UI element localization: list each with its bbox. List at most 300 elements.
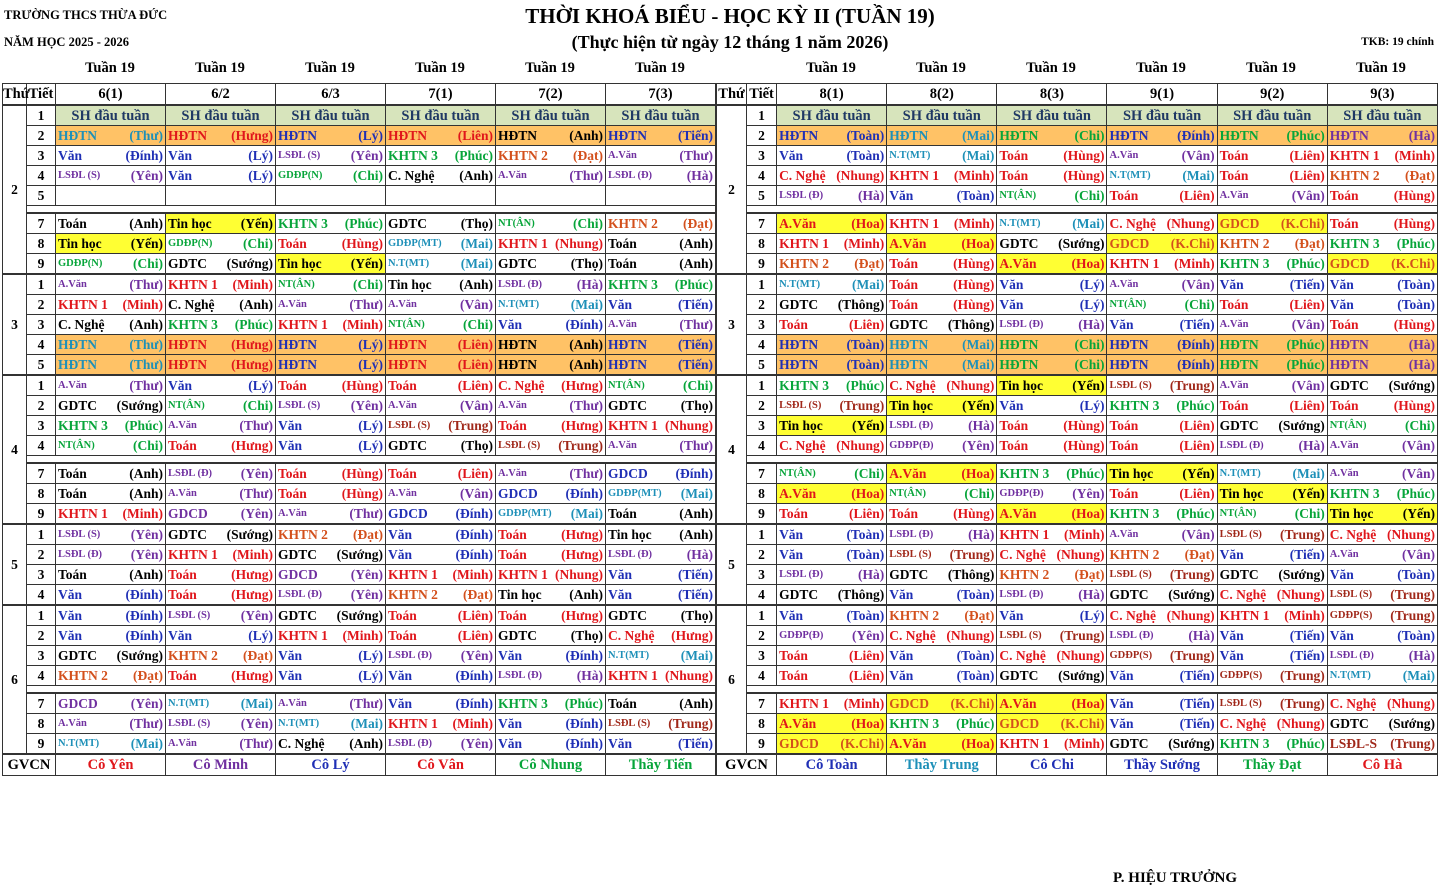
subject: HĐTN xyxy=(498,127,538,143)
period-number: 3 xyxy=(747,416,777,436)
subject: HĐTN xyxy=(168,127,208,143)
class-header: 8(1) xyxy=(777,84,887,106)
week-label: Tuần 19 xyxy=(415,60,465,76)
lesson-cell xyxy=(276,626,386,646)
teacher: (Lý) xyxy=(1079,397,1105,413)
teacher: (Anh) xyxy=(349,735,383,751)
teacher: (Mai) xyxy=(962,147,995,163)
subject: KHTN 1 xyxy=(608,417,658,433)
subject: Văn xyxy=(779,526,804,542)
lesson-cell xyxy=(777,416,887,436)
subject: KHTN 2 xyxy=(58,667,108,683)
teacher: (Đính) xyxy=(455,546,493,562)
teacher: (Tiến) xyxy=(677,586,713,602)
subject: HĐTN xyxy=(58,336,98,352)
period-number: 7 xyxy=(27,463,56,484)
subject: KHTN 1 xyxy=(779,695,829,711)
teacher: (Hưng) xyxy=(561,526,603,542)
week-label: Tuần 19 xyxy=(85,60,135,76)
lesson-cell xyxy=(777,274,887,295)
teacher: (Liên) xyxy=(848,316,885,332)
subject: Toán xyxy=(388,377,417,393)
homeroom-teacher: Thầy Đạt xyxy=(1217,754,1327,776)
teacher: (Thư) xyxy=(349,505,383,521)
lesson-cell xyxy=(1217,524,1327,545)
lesson-cell xyxy=(777,565,887,585)
lesson-cell xyxy=(276,126,386,146)
teacher: (Nhung) xyxy=(664,667,713,683)
period-number: 1 xyxy=(747,524,777,545)
lesson-cell xyxy=(166,213,276,234)
subject: A.Văn xyxy=(889,465,927,481)
teacher: (Hưng) xyxy=(231,336,273,352)
homeroom-teacher: Cô Yên xyxy=(56,754,166,776)
lesson-cell xyxy=(777,626,887,646)
lesson-cell xyxy=(777,436,887,456)
teacher: (Yên) xyxy=(240,715,273,731)
teacher: (Chi) xyxy=(133,437,163,453)
subject: NT(ÂN) xyxy=(1329,419,1367,431)
period-number: 1 xyxy=(747,375,777,396)
teacher: (Hoa) xyxy=(851,215,885,231)
lesson-cell xyxy=(276,416,386,436)
teacher: (Mai) xyxy=(962,356,995,372)
lesson-cell xyxy=(1217,693,1327,714)
teacher: (Hà) xyxy=(1298,437,1325,453)
period-number: 4 xyxy=(27,436,56,456)
teacher: (Chi) xyxy=(353,276,383,292)
teacher: (Nhung) xyxy=(836,437,885,453)
period-number: 1 xyxy=(27,605,56,626)
teacher: (Hà) xyxy=(686,546,713,562)
teacher: (Hà) xyxy=(857,566,885,582)
lesson-cell xyxy=(166,693,276,714)
subject: Văn xyxy=(1329,627,1354,643)
week-label: Tuần 19 xyxy=(1136,60,1186,76)
subject: Toán xyxy=(779,505,808,521)
subject: KHTN 1 xyxy=(168,276,218,292)
class-header: 6/3 xyxy=(276,84,386,106)
teacher: (Vân) xyxy=(1402,437,1435,453)
subject: KHTN 1 xyxy=(58,505,108,521)
lesson-cell xyxy=(777,396,887,416)
teacher: (Tiến) xyxy=(677,127,713,143)
teacher: (Đạt) xyxy=(1184,546,1215,562)
lesson-cell xyxy=(56,166,166,186)
teacher: (Mai) xyxy=(962,127,995,143)
lesson-cell xyxy=(777,504,887,525)
lesson-cell xyxy=(386,186,496,206)
period-number: 2 xyxy=(747,126,777,146)
subject: GDTC xyxy=(608,607,648,623)
subject: Tin học xyxy=(1219,485,1264,501)
lesson-cell xyxy=(1107,714,1217,734)
lesson-cell xyxy=(496,166,606,186)
lesson-cell xyxy=(606,274,716,295)
subject: C. Nghệ xyxy=(1109,215,1156,231)
subject: GDĐP(MT) xyxy=(498,507,552,519)
lesson-cell xyxy=(887,484,997,504)
teacher: (Phúc) xyxy=(1286,735,1325,751)
teacher: (Trung) xyxy=(1390,735,1435,751)
homeroom-teacher: Cô Minh xyxy=(166,754,276,776)
teacher: (Minh) xyxy=(1284,607,1325,623)
timetable-left xyxy=(2,83,716,776)
subject: Văn xyxy=(999,276,1024,292)
subject: Toán xyxy=(779,667,808,683)
lesson-cell xyxy=(997,693,1107,714)
lesson-cell xyxy=(1217,504,1327,525)
period-number: 4 xyxy=(747,166,777,186)
lesson-cell xyxy=(386,355,496,376)
subject: A.Văn xyxy=(1109,528,1139,540)
teacher: (Yên) xyxy=(350,586,383,602)
teacher: (Thư) xyxy=(349,296,383,312)
teacher: (Thư) xyxy=(239,417,273,433)
teacher: (Minh) xyxy=(232,276,273,292)
lesson-cell xyxy=(386,335,496,355)
lesson-cell xyxy=(997,545,1107,565)
lesson-cell xyxy=(1107,234,1217,254)
subject: N.T(MT) xyxy=(388,257,430,269)
teacher: (Lý) xyxy=(358,667,383,683)
teacher: (Toàn) xyxy=(1397,296,1435,312)
subject: Toán xyxy=(498,526,527,542)
subject: A.Văn xyxy=(1329,467,1359,479)
subject: Văn xyxy=(498,735,523,751)
teacher: (Hưng) xyxy=(231,667,273,683)
teacher: (Toàn) xyxy=(956,187,995,203)
lesson-cell xyxy=(777,585,887,606)
subject: GDĐP(S) xyxy=(1219,669,1263,681)
lesson-cell xyxy=(887,186,997,206)
lesson-cell xyxy=(386,646,496,666)
lesson-cell xyxy=(166,524,276,545)
subject: A.Văn xyxy=(498,467,527,479)
teacher: (Liên) xyxy=(457,377,493,393)
subject: LSĐL (Đ) xyxy=(498,669,543,681)
subject: NT(ÂN) xyxy=(58,439,95,451)
lesson-cell xyxy=(56,693,166,714)
subject: A.Văn xyxy=(388,487,417,499)
period-number: 2 xyxy=(27,396,56,416)
subject: Văn xyxy=(58,586,83,602)
teacher: (Đạt) xyxy=(133,667,163,683)
subject: KHTN 1 xyxy=(498,235,548,251)
teacher: (Hưng) xyxy=(671,627,713,643)
lesson-cell xyxy=(496,666,606,686)
school-name: TRƯỜNG THCS THỪA ĐỨC xyxy=(4,8,168,22)
subject: GDTC xyxy=(1329,715,1369,731)
subject: KHTN 2 xyxy=(1109,546,1160,562)
teacher: (Anh) xyxy=(129,485,163,501)
subject: HĐTN xyxy=(1329,336,1369,352)
teacher: (Mai) xyxy=(680,485,713,501)
teacher: (Đính) xyxy=(565,485,603,501)
subject: Toán xyxy=(1219,296,1249,312)
teacher: (Đính) xyxy=(565,735,603,751)
subject: Toán xyxy=(498,607,527,623)
subject: GDĐP(MT) xyxy=(388,237,442,249)
teacher: (Hà) xyxy=(968,526,995,542)
lesson-cell xyxy=(276,213,386,234)
subject: GDTC xyxy=(779,296,819,312)
col-header-tiet: Tiết xyxy=(27,84,56,106)
teacher: (Yên) xyxy=(130,546,163,562)
lesson-cell xyxy=(997,274,1107,295)
subject: LSĐL (Đ) xyxy=(889,419,934,431)
subject: Toán xyxy=(278,465,307,481)
lesson-cell xyxy=(166,396,276,416)
lesson-cell xyxy=(386,375,496,396)
period-number: 2 xyxy=(747,295,777,315)
lesson-cell xyxy=(56,274,166,295)
subject: A.Văn xyxy=(608,439,637,451)
lesson-cell xyxy=(777,213,887,234)
subject: NT(ÂN) xyxy=(608,379,645,391)
period-number: 3 xyxy=(747,565,777,585)
week-label: Tuần 19 xyxy=(525,60,575,76)
period-number: 8 xyxy=(747,714,777,734)
teacher: (Thư) xyxy=(129,356,163,372)
lesson-cell xyxy=(1107,734,1217,755)
teacher: (Hùng) xyxy=(953,505,995,521)
teacher: (Tiến) xyxy=(1289,546,1325,562)
lesson-cell xyxy=(997,436,1107,456)
teacher: (Lý) xyxy=(358,647,383,663)
lesson-cell xyxy=(777,254,887,275)
lesson-cell xyxy=(1107,545,1217,565)
lesson-cell xyxy=(1327,335,1437,355)
lesson-cell xyxy=(386,126,496,146)
teacher: (Yên) xyxy=(460,647,493,663)
teacher: (Hà) xyxy=(1408,127,1435,143)
lesson-cell xyxy=(276,605,386,626)
lesson-cell xyxy=(276,693,386,714)
subject: Tin học xyxy=(1109,465,1154,481)
lesson-cell xyxy=(496,585,606,606)
teacher: (Minh) xyxy=(953,167,995,183)
subject: LSĐL (S) xyxy=(1109,379,1152,391)
teacher: (Nhung) xyxy=(1276,586,1325,602)
teacher: (Trung) xyxy=(1280,667,1325,683)
subject: Văn xyxy=(1109,667,1134,683)
subject: Toán xyxy=(1109,485,1139,501)
teacher: (Anh) xyxy=(129,566,163,582)
teacher: (Hà) xyxy=(1078,316,1105,332)
lesson-cell xyxy=(56,585,166,606)
subject: KHTN 3 xyxy=(1329,485,1380,501)
lesson-cell xyxy=(1217,254,1327,275)
subject: Văn xyxy=(999,296,1024,312)
lesson-cell xyxy=(997,524,1107,545)
teacher: (Tiến) xyxy=(1179,316,1215,332)
lesson-cell xyxy=(1107,416,1217,436)
teacher: (Sướng) xyxy=(1168,735,1215,751)
lesson-cell xyxy=(887,234,997,254)
teacher: (Liên) xyxy=(457,356,493,372)
teacher: (Tiến) xyxy=(1289,276,1325,292)
period-number: 9 xyxy=(27,734,56,755)
week-label: Tuần 19 xyxy=(195,60,245,76)
teacher: (Thông) xyxy=(947,316,995,332)
subject: GDTC xyxy=(168,255,208,271)
lesson-cell xyxy=(496,565,606,585)
sh-cell: SH đầu tuần xyxy=(1327,105,1437,126)
teacher: (Anh) xyxy=(239,296,273,312)
homeroom-teacher: Cô Nhung xyxy=(496,754,606,776)
teacher: (Đính) xyxy=(455,526,493,542)
teacher: (Thư) xyxy=(239,485,273,501)
lesson-cell xyxy=(1107,463,1217,484)
lesson-cell xyxy=(496,355,606,376)
subject: HĐTN xyxy=(999,356,1039,372)
lesson-cell xyxy=(997,714,1107,734)
subject: N.T(MT) xyxy=(1219,467,1261,479)
teacher: (Hưng) xyxy=(561,417,603,433)
teacher: (Nhung) xyxy=(1276,715,1325,731)
subject: GDTC xyxy=(999,235,1039,251)
lesson-cell xyxy=(1327,295,1437,315)
lesson-cell xyxy=(496,416,606,436)
lesson-cell xyxy=(1217,714,1327,734)
subject: KHTN 2 xyxy=(1219,235,1270,251)
subject: C. Nghệ xyxy=(168,296,215,312)
subject: KHTN 3 xyxy=(1219,735,1270,751)
subject: HĐTN xyxy=(498,356,538,372)
teacher: (Yên) xyxy=(1072,485,1105,501)
subject: N.T(MT) xyxy=(168,697,210,709)
lesson-cell xyxy=(997,295,1107,315)
subject: KHTN 3 xyxy=(999,465,1050,481)
lesson-cell xyxy=(386,484,496,504)
subject: Tin học xyxy=(58,235,102,251)
subject: GDCD xyxy=(1219,215,1260,231)
subject: Toán xyxy=(498,546,527,562)
subject: Văn xyxy=(608,735,633,751)
teacher: (Sướng) xyxy=(1278,417,1325,433)
subject: LSĐL (S) xyxy=(608,717,651,729)
teacher: (Minh) xyxy=(953,215,995,231)
subject: KHTN 2 xyxy=(779,255,829,271)
lesson-cell xyxy=(997,646,1107,666)
teacher: (Yên) xyxy=(350,397,383,413)
subject: HĐTN xyxy=(58,356,98,372)
teacher: (Thọ) xyxy=(460,215,493,231)
subject: LSĐL (S) xyxy=(779,399,822,411)
sh-cell: SH đầu tuần xyxy=(1107,105,1217,126)
teacher: (Hùng) xyxy=(341,235,383,251)
subject: N.T(MT) xyxy=(608,649,650,661)
subject: A.Văn xyxy=(779,485,817,501)
teacher: (Yên) xyxy=(460,735,493,751)
lesson-cell xyxy=(496,626,606,646)
subject: GDCD xyxy=(58,695,98,711)
teacher: (Nhung) xyxy=(1166,607,1215,623)
period-number: 1 xyxy=(27,524,56,545)
teacher: (Nhung) xyxy=(946,377,995,393)
teacher: (Anh) xyxy=(679,235,713,251)
teacher: (Đính) xyxy=(125,607,163,623)
teacher: (Tiến) xyxy=(1289,647,1325,663)
teacher: (Phúc) xyxy=(454,147,493,163)
subject: LSĐL (Đ) xyxy=(889,528,934,540)
teacher: (Chi) xyxy=(133,255,163,271)
teacher: (K.Chi) xyxy=(1391,255,1435,271)
subject: A.Văn xyxy=(58,379,87,391)
lesson-cell xyxy=(606,355,716,376)
subject: Toán xyxy=(1329,187,1359,203)
teacher: (Tiến) xyxy=(1179,695,1215,711)
period-number: 7 xyxy=(747,463,777,484)
subject: Toán xyxy=(999,147,1029,163)
subject: LSĐL (Đ) xyxy=(1329,649,1374,661)
teacher: (Toàn) xyxy=(956,667,995,683)
teacher: (Thọ) xyxy=(680,607,713,623)
lesson-cell xyxy=(606,545,716,565)
school-year: NĂM HỌC 2025 - 2026 xyxy=(4,35,129,49)
period-number: 3 xyxy=(27,315,56,335)
period-number: 3 xyxy=(27,146,56,166)
lesson-cell xyxy=(386,254,496,275)
teacher: (Phúc) xyxy=(1286,127,1325,143)
lesson-cell xyxy=(606,693,716,714)
subject: HĐTN xyxy=(999,127,1039,143)
break-divider xyxy=(27,206,716,214)
teacher: (Chi) xyxy=(1184,296,1215,312)
teacher: (Nhung) xyxy=(836,167,885,183)
teacher: (Toàn) xyxy=(1397,627,1435,643)
subject: Tin học xyxy=(498,586,542,602)
subject: LSĐL (S) xyxy=(388,419,431,431)
subject: KHTN 1 xyxy=(1329,147,1380,163)
teacher: (Mai) xyxy=(570,296,603,312)
subject: LSĐL (Đ) xyxy=(388,737,433,749)
teacher: (Minh) xyxy=(122,505,163,521)
subject: N.T(MT) xyxy=(58,737,100,749)
subject: GDĐP(S) xyxy=(1329,609,1373,621)
teacher: (Mai) xyxy=(1402,667,1435,683)
lesson-cell xyxy=(166,714,276,734)
lesson-cell xyxy=(887,646,997,666)
lesson-cell xyxy=(1327,693,1437,714)
period-number: 8 xyxy=(27,234,56,254)
lesson-cell xyxy=(496,396,606,416)
lesson-cell xyxy=(1327,416,1437,436)
subject: GDTC xyxy=(1109,586,1149,602)
lesson-cell xyxy=(1107,484,1217,504)
subject: HĐTN xyxy=(889,127,929,143)
subject: A.Văn xyxy=(779,715,817,731)
class-header: 6/2 xyxy=(166,84,276,106)
teacher: (Vân) xyxy=(1402,465,1435,481)
lesson-cell xyxy=(777,605,887,626)
lesson-cell xyxy=(777,234,887,254)
teacher: (Chi) xyxy=(1074,336,1105,352)
subject: NT(ÂN) xyxy=(168,399,205,411)
lesson-cell xyxy=(1217,186,1327,206)
lesson-cell xyxy=(56,545,166,565)
teacher: (Trung) xyxy=(1169,566,1215,582)
teacher: (Yên) xyxy=(130,526,163,542)
teacher: (Toàn) xyxy=(846,127,885,143)
teacher: (Thư) xyxy=(349,695,383,711)
period-number: 3 xyxy=(27,646,56,666)
subject: C. Nghệ xyxy=(1219,715,1267,731)
subject: N.T(MT) xyxy=(1109,169,1151,181)
subject: KHTN 1 xyxy=(58,296,108,312)
teacher: (Nhung) xyxy=(946,627,995,643)
